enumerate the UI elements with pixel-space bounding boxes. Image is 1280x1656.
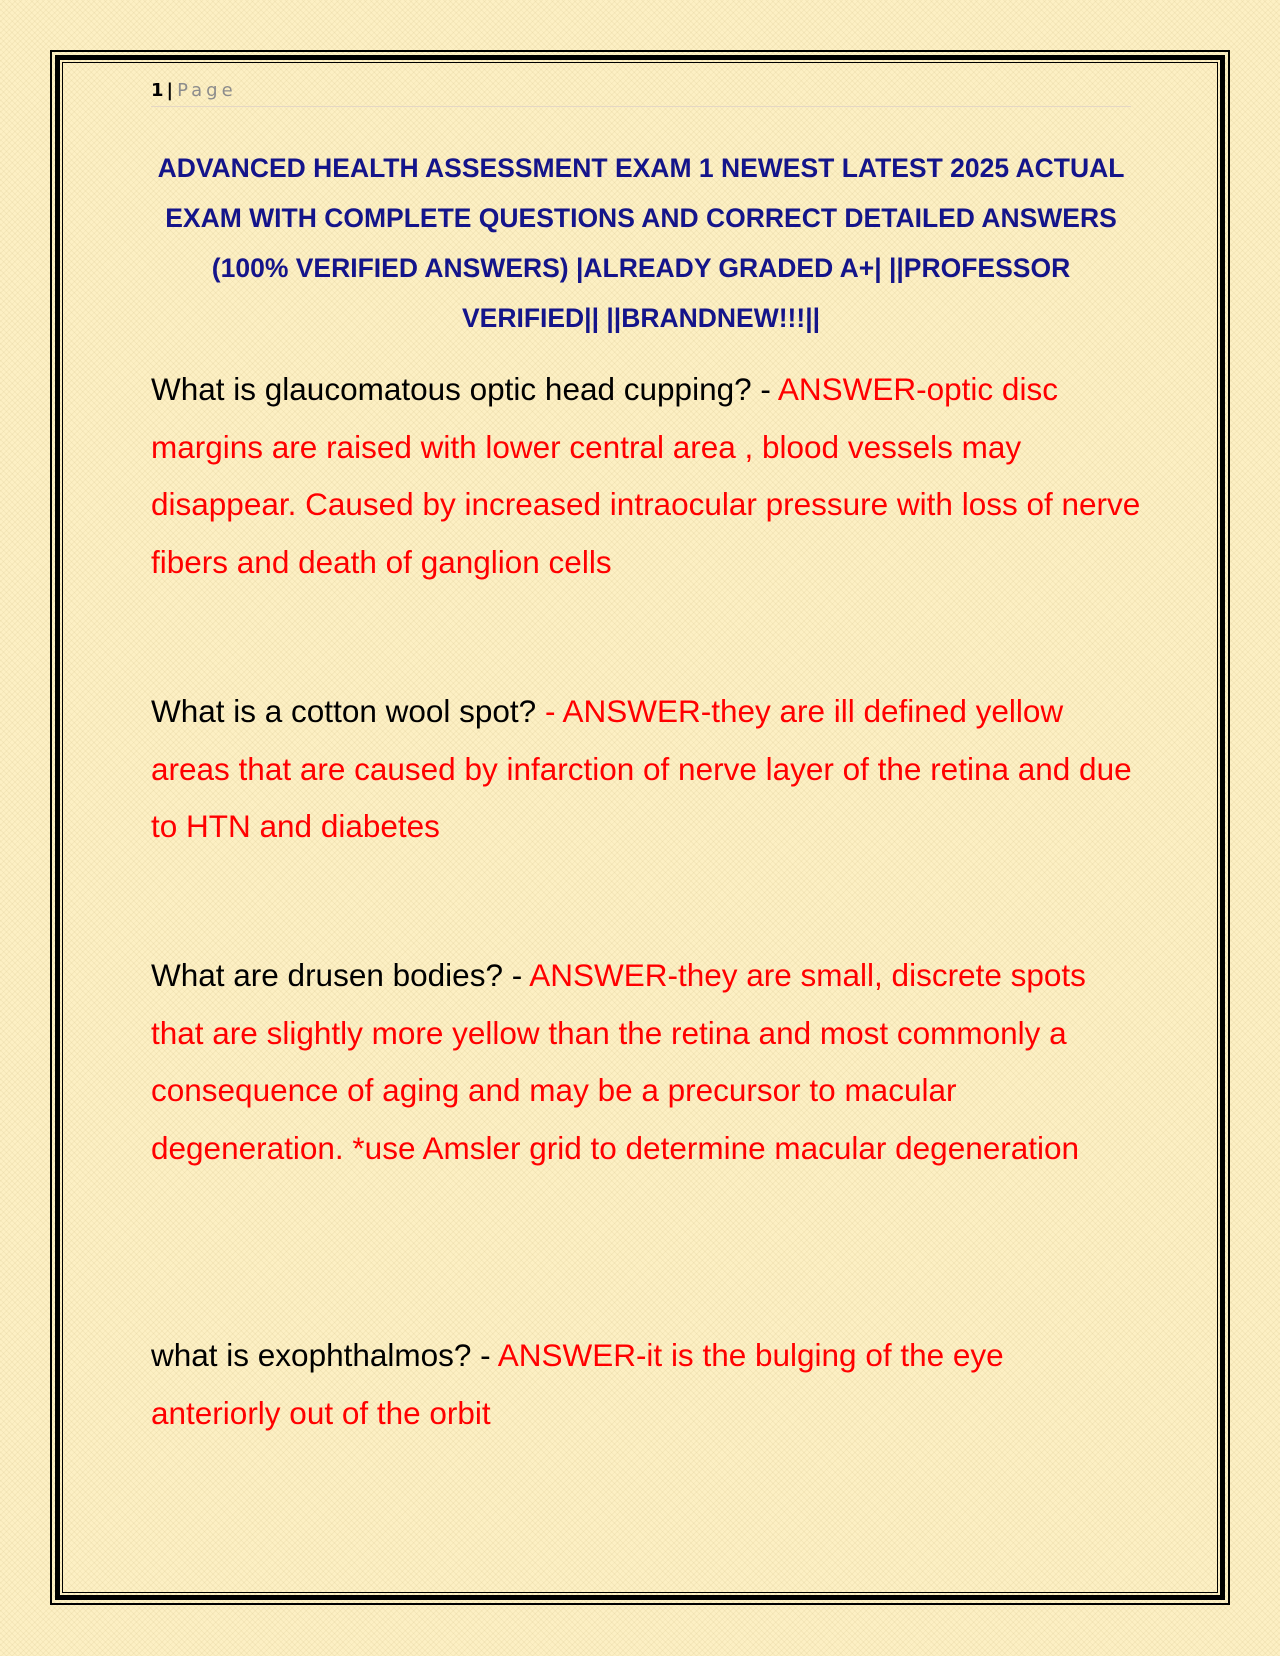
question-text: What is a cotton wool spot?: [151, 693, 545, 729]
question-text: What is glaucomatous optic head cupping? -: [151, 371, 778, 407]
document-title: ADVANCED HEALTH ASSESSMENT EXAM 1 NEWEST LATEST 2025 ACTUAL EXAM WITH COMPLETE QUESTIONS AND CORRECT DETAILED ANSWERS (100% VERIFIED ANSWERS) |ALREADY GRADED A+| ||PROFESSOR VERIFIED|| ||BRANDNEW!!!||: [157, 153, 1125, 333]
qa-item-exophthalmos: [151, 1327, 1141, 1442]
page-header: [151, 78, 1131, 107]
qa-item-cotton-wool-spot: [151, 683, 1141, 856]
page-label: Page: [177, 80, 237, 101]
question-text: What are drusen bodies? -: [151, 957, 530, 993]
answer-text: ANSWER-they are small, discrete spots that are slightly more yellow than the retina and most commonly a consequence of aging and may be a precursor to macular degeneration. *use Amsler grid to determine macular degeneration: [151, 957, 1086, 1166]
answer-text: ANSWER-optic disc margins are raised with lower central area , blood vessels may disappear. Caused by increased intraocular pressure with loss of nerve fibers and death of ganglion cells: [151, 371, 1141, 580]
answer-text: ANSWER-it is the bulging of the eye anteriorly out of the orbit: [151, 1337, 1004, 1431]
qa-item-drusen-bodies: [151, 947, 1141, 1177]
qa-item-glaucomatous-cupping: [151, 361, 1141, 591]
page-separator: |: [166, 80, 174, 101]
answer-text: - ANSWER-they are ill defined yellow areas that are caused by infarction of nerve layer of the retina and due to HTN and diabetes: [151, 693, 1132, 844]
question-text: what is exophthalmos? -: [151, 1337, 498, 1373]
page-number: 1: [151, 80, 164, 101]
